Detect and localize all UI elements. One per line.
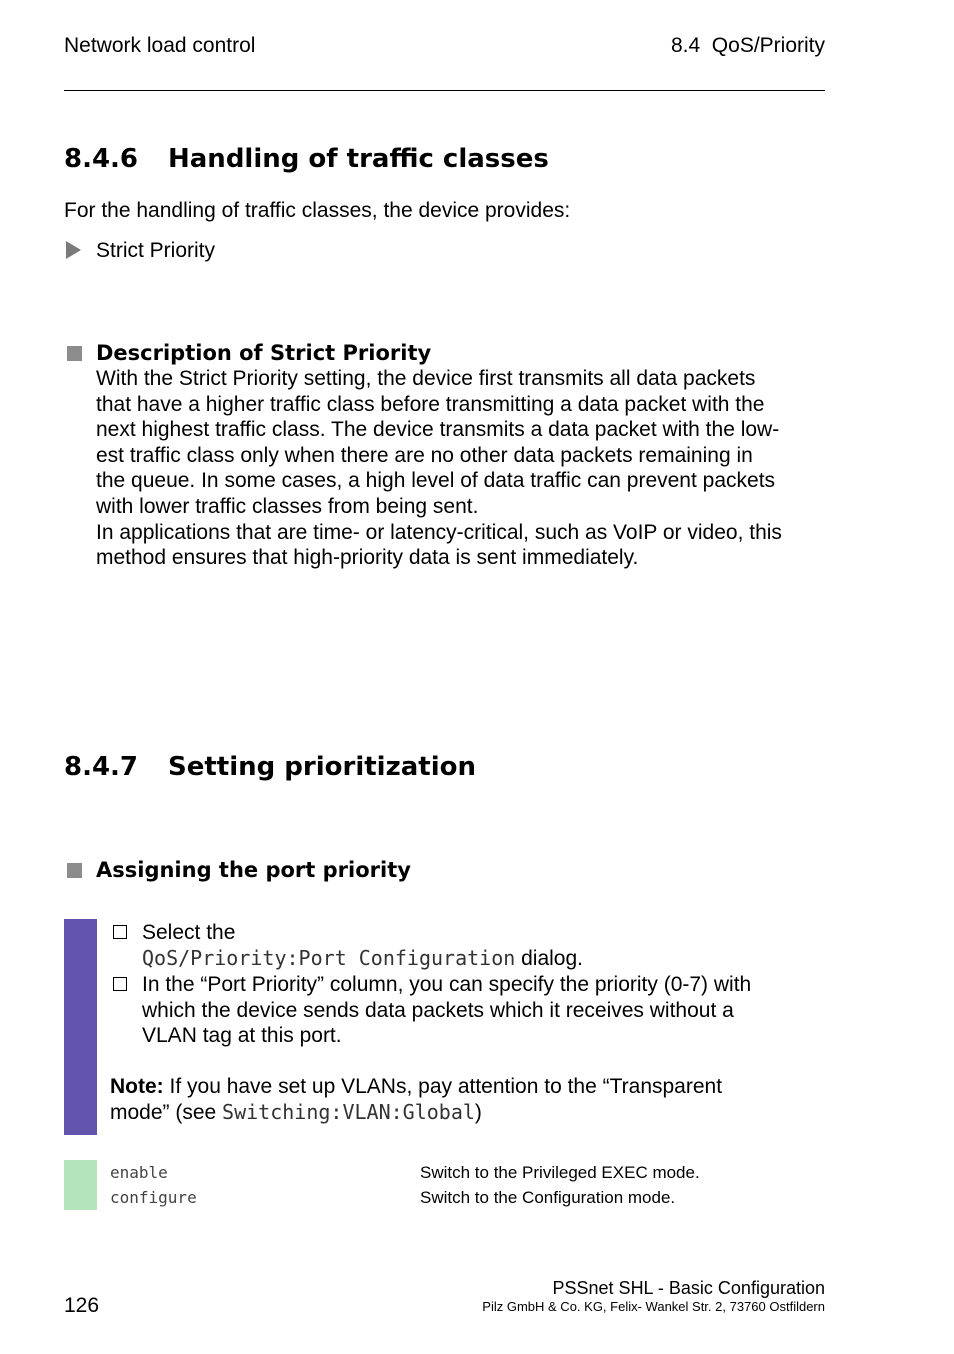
cli-description: Switch to the Configuration mode. [420, 1188, 676, 1207]
subsection-square-icon [67, 863, 82, 878]
subsection-square-icon [67, 346, 82, 361]
header-rule [64, 90, 825, 91]
text-line: In the “Port Priority” column, you can specify the priority (0-7) with [142, 973, 752, 996]
cli-descriptions [420, 1160, 700, 1210]
cli-command: configure [110, 1188, 197, 1207]
note-label: Note: [110, 1075, 164, 1098]
page-number: 126 [64, 1294, 100, 1317]
cli-description: Switch to the Privileged EXEC mode. [420, 1163, 700, 1182]
text-line: which the device sends data packets which it receives without a [142, 998, 734, 1022]
text-line: with lower traffic classes from being sent. [96, 494, 479, 518]
subheading-port-priority: Assigning the port priority [96, 858, 411, 882]
step-suffix: dialog. [515, 946, 583, 970]
text-line: that have a higher traffic class before transmitting a data packet with the [96, 392, 765, 416]
cli-block-bar [64, 1160, 97, 1210]
vlan-note [110, 1074, 722, 1125]
step-select-dialog [142, 920, 583, 971]
section-number: 8.4.6 [64, 144, 139, 174]
subheading-strict-priority: Description of Strict Priority [96, 341, 432, 365]
text-line: VLAN tag at this port. [142, 1024, 342, 1048]
note-text: ) [474, 1100, 482, 1124]
note-line-2 [110, 1100, 722, 1126]
text-line: With the Strict Priority setting, the device first transmits all data packets [96, 367, 756, 390]
bullet-strict-priority: Strict Priority [96, 239, 216, 262]
text-line: In applications that are time- or latency-critical, such as VoIP or video, this [96, 520, 782, 544]
section-heading-8-4-7 [64, 752, 476, 782]
step-text: Select the [142, 921, 236, 944]
text-line: the queue. In some cases, a high level of data traffic can prevent packets [96, 469, 776, 493]
instruction-block-bar [64, 919, 97, 1135]
strict-priority-description [96, 366, 836, 571]
bullet-triangle-icon [66, 241, 81, 259]
footer-address: Pilz GmbH & Co. KG, Felix- Wankel Str. 2, 73760 Ostfildern [482, 1299, 825, 1314]
step-port-priority [142, 972, 751, 1049]
note-text: If you have set up VLANs, pay attention to the “Transparent [163, 1075, 723, 1098]
text-line: method ensures that high-priority data is sent immediately. [96, 546, 639, 570]
menu-path-code: Switching:VLAN:Global [222, 1099, 475, 1124]
footer-title: PSSnet SHL - Basic Configuration [552, 1278, 825, 1298]
intro-text: For the handling of traffic classes, the device provides: [64, 199, 571, 222]
cli-command: enable [110, 1163, 168, 1182]
section-heading-8-4-6 [64, 144, 549, 174]
section-title: Setting prioritization [168, 752, 476, 782]
step-text-line-2 [142, 946, 583, 972]
text-line: next highest traffic class. The device transmits a data packet with the low- [96, 418, 780, 442]
menu-path-code: QoS/Priority:Port Configuration [142, 945, 516, 970]
checkbox-icon [113, 977, 127, 991]
cli-commands [110, 1160, 197, 1210]
section-title: Handling of traffic classes [168, 144, 549, 174]
running-header-right: 8.4 QoS/Priority [670, 34, 825, 57]
checkbox-icon [113, 925, 127, 939]
section-number: 8.4.7 [64, 752, 139, 782]
note-text: mode” (see [110, 1100, 223, 1124]
text-line: est traffic class only when there are no other data packets remaining in [96, 443, 753, 467]
running-header-left: Network load control [64, 34, 256, 57]
note-line-1 [110, 1074, 722, 1100]
